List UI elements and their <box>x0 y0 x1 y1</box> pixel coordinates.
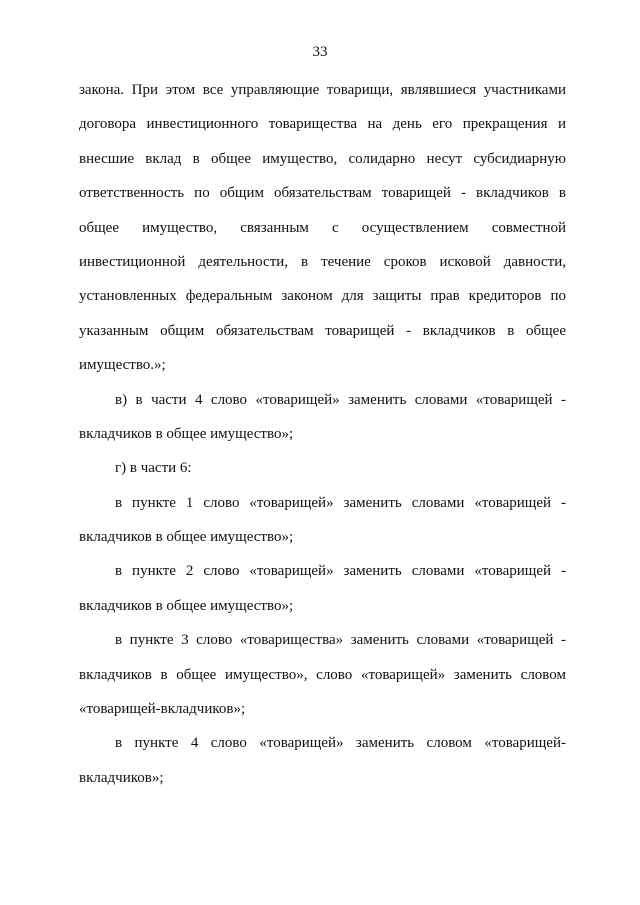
text-line: в пункте 1 слово «товарищей» заменить словами «товарищей - <box>115 494 566 511</box>
text-line: указанным общим обязательствам товарищей - вкладчиков в общее <box>79 322 566 339</box>
text-line: вкладчиков в общее имущество», слово «товарищей» заменить словом <box>79 666 566 683</box>
text-line: ответственность по общим обязательствам товарищей - вкладчиков в <box>79 185 566 202</box>
text-line: в пункте 2 слово «товарищей» заменить словами «товарищей - <box>115 563 566 580</box>
text-line: внесшие вклад в общее имущество, солидарно несут субсидиарную <box>79 150 566 167</box>
text-line: общее имущество, связанным с осуществлением совместной <box>79 219 566 236</box>
text-line: вкладчиков в общее имущество»; <box>79 425 294 442</box>
text-line: в пункте 3 слово «товарищества» заменить словами «товарищей - <box>115 632 566 649</box>
text-line: вкладчиков в общее имущество»; <box>79 529 294 546</box>
text-line: договора инвестиционного товарищества на день его прекращения и <box>79 116 566 133</box>
text-line: закона. При этом все управляющие товарищи, являвшиеся участниками <box>79 82 566 98</box>
page-number: 33 <box>312 44 328 60</box>
document-body <box>79 73 566 795</box>
text-line: в) в части 4 слово «товарищей» заменить словами «товарищей - <box>115 391 566 408</box>
text-line: имущество.»; <box>79 357 166 374</box>
text-line: вкладчиков»; <box>79 769 164 786</box>
text-line: вкладчиков в общее имущество»; <box>79 597 294 614</box>
text-line: установленных федеральным законом для защиты прав кредиторов по <box>79 288 566 305</box>
text-line: инвестиционной деятельности, в течение сроков исковой давности, <box>79 253 566 270</box>
text-line: в пункте 4 слово «товарищей» заменить словом «товарищей- <box>115 735 566 752</box>
text-line: г) в части 6: <box>115 460 192 477</box>
text-line: «товарищей-вкладчиков»; <box>79 701 246 718</box>
